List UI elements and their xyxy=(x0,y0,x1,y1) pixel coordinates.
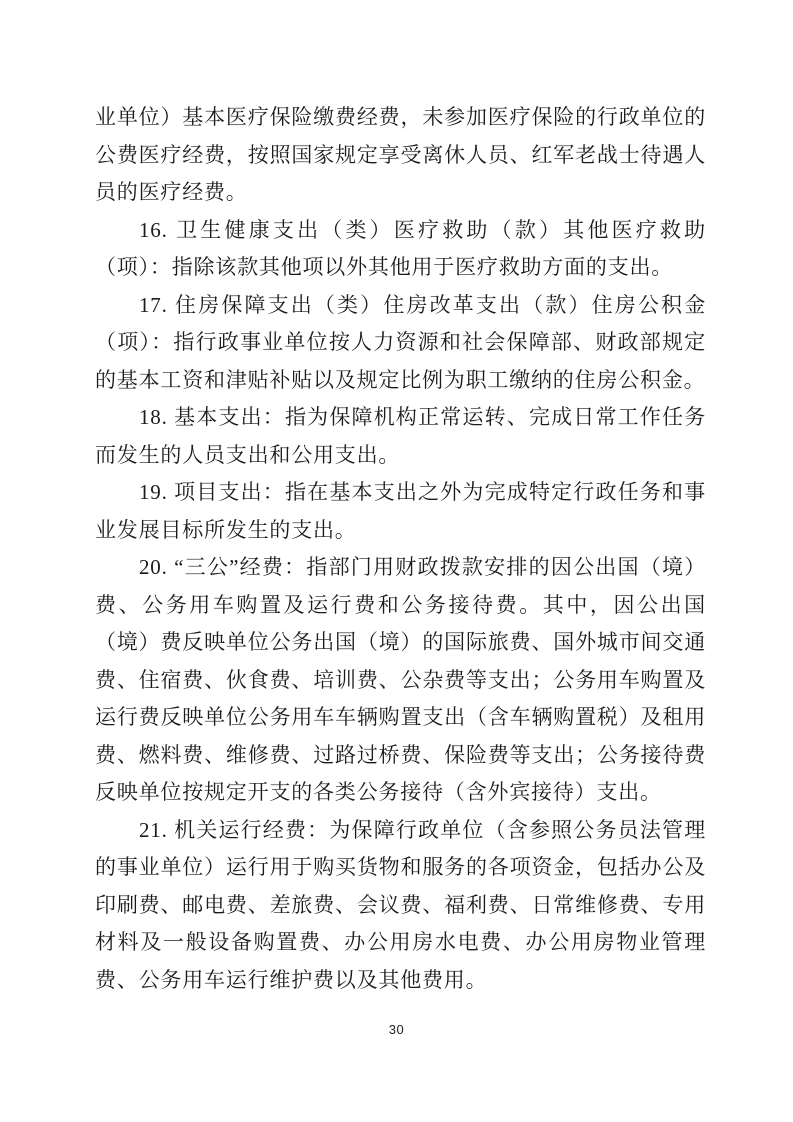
page-number: 30 xyxy=(388,1022,405,1037)
paragraph-item-19-project-expenditure: 19. 项目支出：指在基本支出之外为完成特定行政任务和事业发展目标所发生的支出。 xyxy=(95,480,706,542)
page-body xyxy=(95,99,706,999)
paragraph-item-17-housing-security: 17. 住房保障支出（类）住房改革支出（款）住房公积金（项）：指行政事业单位按人力资源和社会保障部、财政部规定的基本工资和津贴补贴以及规定比例为职工缴纳的住房公积金。 xyxy=(95,292,706,392)
paragraph-continuation-medical-expense: 业单位）基本医疗保险缴费经费，未参加医疗保险的行政单位的公费医疗经费，按照国家规定享受离休人员、红军老战士待遇人员的医疗经费。 xyxy=(95,105,706,204)
paragraph-item-21-agency-operating-funds: 21. 机关运行经费：为保障行政单位（含参照公务员法管理的事业单位）运行用于购买货物和服务的各项资金，包括办公及印刷费、邮电费、差旅费、会议费、福利费、日常维修费、专用材料及一般设备购置费、办公用房水电费、办公用房物业管理费、公务用车运行维护费以及其他费用。 xyxy=(95,817,706,992)
paragraph-item-20-three-public-funds: 20. “三公”经费：指部门用财政拨款安排的因公出国（境）费、公务用车购置及运行费和公务接待费。其中，因公出国（境）费反映单位公务出国（境）的国际旅费、国外城市间交通费、住宿费、伙食费、培训费、公杂费等支出；公务用车购置及运行费反映单位公务用车车辆购置支出（含车辆购置税）及租用费、燃料费、维修费、过路过桥费、保险费等支出；公务接待费反映单位按规定开支的各类公务接待（含外宾接待）支出。 xyxy=(95,555,706,804)
paragraph-item-16-health-expenditure: 16. 卫生健康支出（类）医疗救助（款）其他医疗救助（项）：指除该款其他项以外其他用于医疗救助方面的支出。 xyxy=(95,217,706,279)
paragraph-item-18-basic-expenditure: 18. 基本支出：指为保障机构正常运转、完成日常工作任务而发生的人员支出和公用支出。 xyxy=(95,405,706,467)
